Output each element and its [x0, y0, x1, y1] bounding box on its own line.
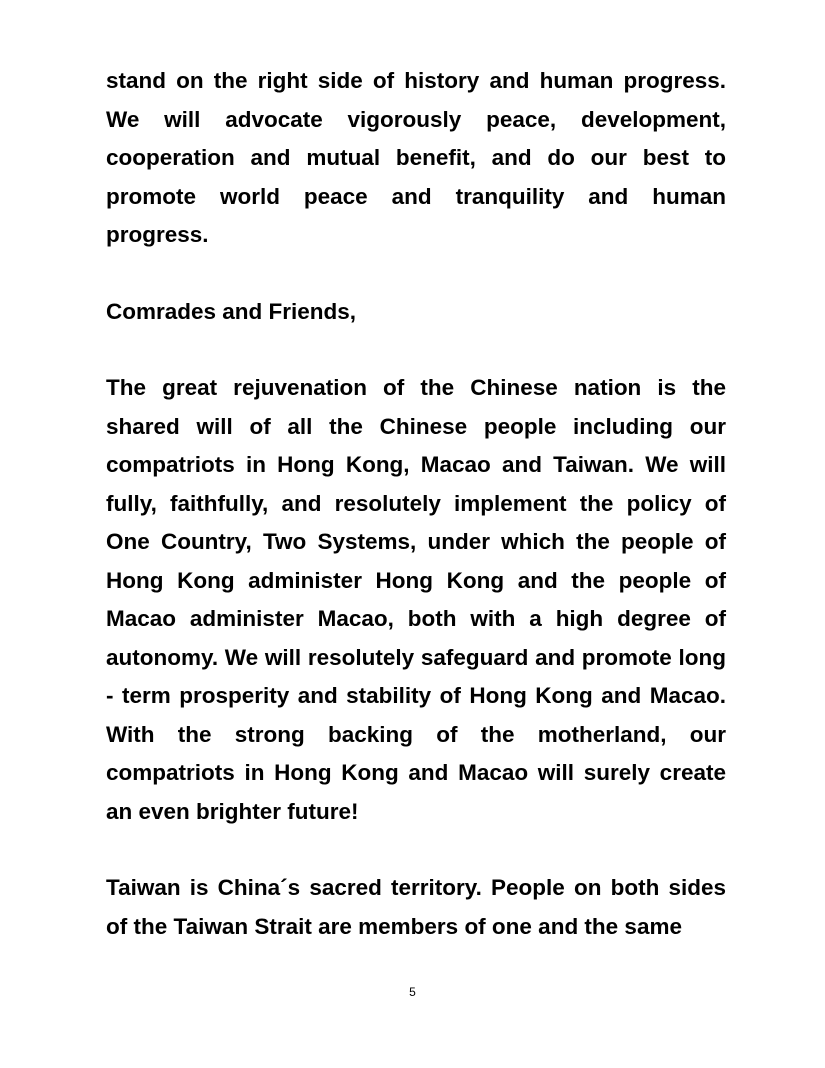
paragraph-hong-kong-macao: The great rejuvenation of the Chinese nation is the shared will of all the Chinese people including our compatriots in Hong Kong, Macao and Taiwan. We will fully, faithfully, and resolutely implement the policy of One Country, Two Systems, under which the people of Hong Kong administer Hong Kong and the people of Macao administer Macao, both with a high degree of autonomy. We will resolutely safeguard and promote long - term prosperity and stability of Hong Kong and Macao. With the strong backing of the motherland, our compatriots in Hong Kong and Macao will surely create an even brighter future! — [106, 375, 726, 824]
paragraph-taiwan: Taiwan is China´s sacred territory. People on both sides of the Taiwan Strait are members of one and the same — [106, 875, 726, 939]
greeting-line: Comrades and Friends, — [106, 298, 357, 324]
paragraph-history-progress: stand on the right side of history and human progress. We will advocate vigorously peace, development, cooperation and mutual benefit, and do our best to promote world peace and tranquility and human progress. — [106, 68, 726, 247]
page-number: 5 — [409, 985, 416, 999]
document-body — [106, 62, 726, 946]
